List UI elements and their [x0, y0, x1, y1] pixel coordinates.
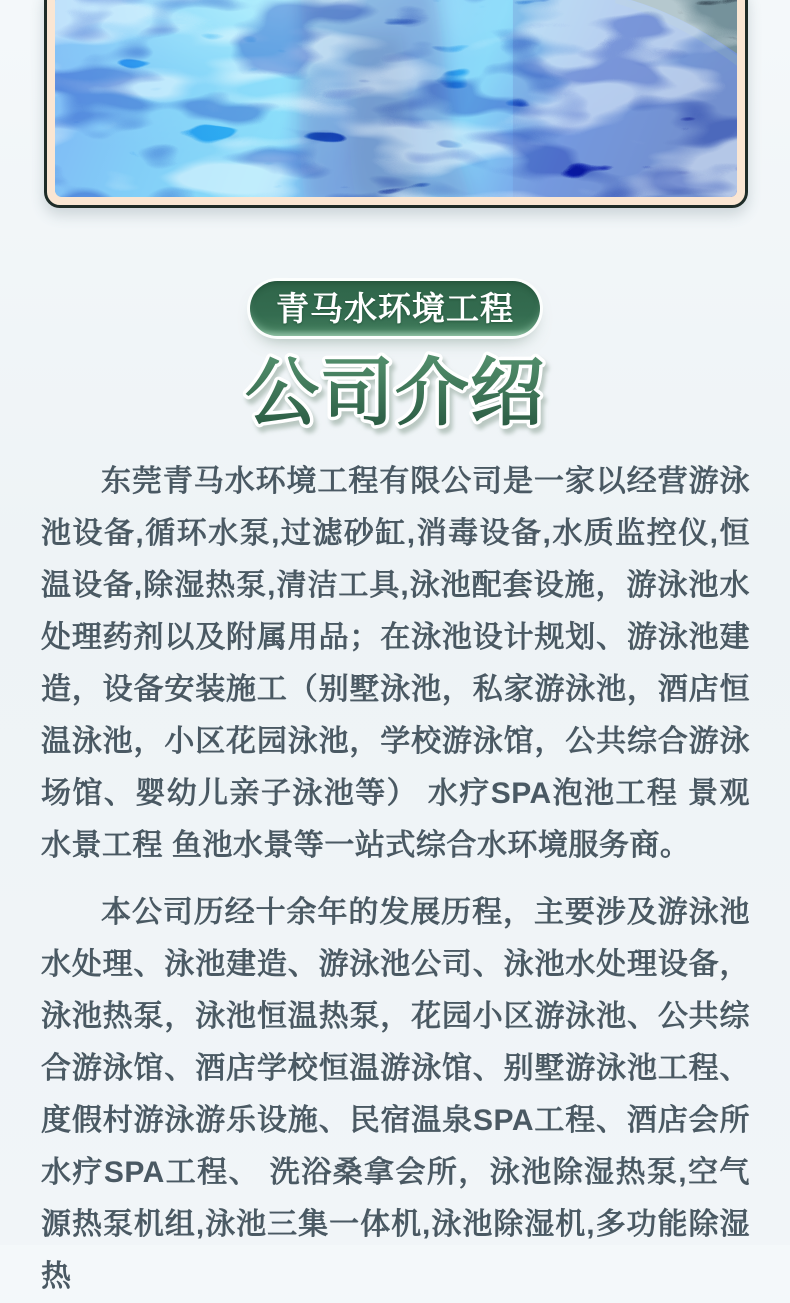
pool-photo-frame	[44, 0, 748, 208]
company-intro	[41, 456, 750, 1303]
section-title	[210, 344, 580, 440]
brand-badge	[250, 281, 540, 336]
company-intro-paragraph-2: 本公司历经十余年的发展历程，主要涉及游泳池水处理、泳池建造、游泳池公司、泳池水处理设备，泳池热泵，泳池恒温热泵，花园小区游泳池、公共综合游泳馆、酒店学校恒温游泳馆、别墅游泳池工程、度假村游泳游乐设施、民宿温泉SPA工程、酒店会所水疗SPA工程、 洗浴桑拿会所，泳池除湿热泵,空气源热泵机组,泳池三集一体机,泳池除湿机,多功能除湿热	[41, 896, 750, 1293]
company-intro-paragraph-1: 东莞青马水环境工程有限公司是一家以经营游泳池设备,循环水泵,过滤砂缸,消毒设备,水质监控仪,恒温设备,除湿热泵,清洁工具,泳池配套设施，游泳池水处理药剂以及附属用品；在泳池设计规划、游泳池建造，设备安装施工（别墅泳池，私家游泳池，酒店恒温泳池，小区花园泳池，学校游泳馆，公共综合游泳场馆、婴幼儿亲子泳池等） 水疗SPA泡池工程 景观水景工程 鱼池水景等一站式综合水环境服务商。	[41, 465, 750, 862]
section-title-text: 公司介绍	[245, 351, 545, 434]
title-row	[0, 344, 790, 440]
brand-badge-label: 青马水环境工程	[276, 290, 514, 327]
pool-water-photo	[55, 0, 737, 197]
badge-row	[0, 281, 790, 336]
